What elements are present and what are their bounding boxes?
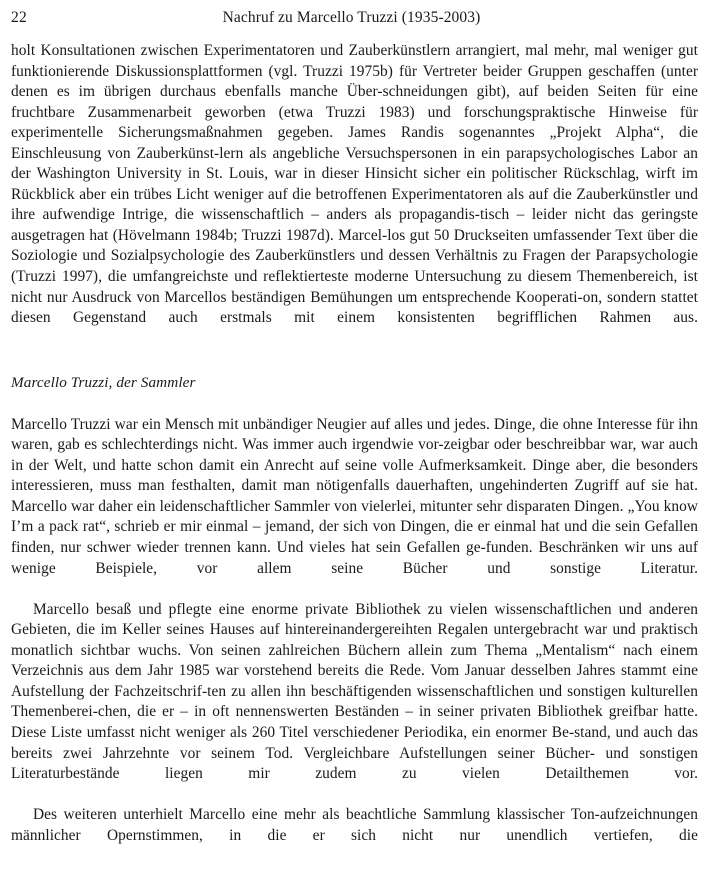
running-title: Nachruf zu Marcello Truzzi (1935-2003)	[222, 9, 481, 26]
section-subheading: Marcello Truzzi, der Sammler	[11, 374, 196, 392]
spacer-below-subheading	[11, 394, 698, 415]
paragraph-continued: holt Konsultationen zwischen Experimentatoren und Zauberkünstlern arrangiert, mal mehr, mal weniger gut funktionierende Diskussionsplattformen (vgl. Truzzi 1975b) für Vertreter beider Gruppen geschaffen (unter denen es im übrigen durchaus ebenfalls manche Über-schneidungen gibt), auf beiden Seiten für eine fruchtbare Zusammenarbeit geworben (etwa Truzzi 1983) und forschungspraktische Hinweise für experimentelle Sicherungsmaßnahmen gegeben. James Randis sogenanntes „Projekt Alpha“, die Einschleusung von Zauberkünst-lern als angebliche Versuchspersonen in ein parapsychologisches Labor an der Washington University in St. Louis, war in dieser Hinsicht sicher ein politischer Rückschlag, wirft im Rückblick aber ein trübes Licht weniger auf die betroffenen Experimentatoren als auf die Zauberkünstler und ihre aufwendige Intrige, die wissenschaftlich – anders als propagandis-tisch – leider nicht das geringste ausgetragen hat (Hövelmann 1984b; Truzzi 1987d). Marcel-los gut 50 Druckseiten umfassender Text über die Soziologie und Sozialpsychologie des Zauberkünstlers und dessen Verhältnis zu Fragen der Parapsychologie (Truzzi 1997), die umfangreichste und reflektierteste moderne Untersuchung zu diesem Themenbereich, ist nicht nur Ausdruck von Marcellos beständigen Bemühungen um entsprechende Kooperati-on, sondern stattet diesen Gegenstand auch erstmals mit einem konsistenten begrifflichen Rahmen aus.	[11, 42, 698, 327]
running-head	[11, 8, 698, 30]
paragraph-2: Marcello besaß und pflegte eine enorme private Bibliothek zu vielen wissenschaftlichen und anderen Gebieten, die im Keller seines Hauses auf hintereinandergereihten Regalen untergebracht war und praktisch monatlich sichtbar wuchs. Von seinen zahlreichen Büchern allein zum Thema „Mentalism“ nach einem Verzeichnis aus dem Jahr 1985 war vorstehend bereits die Rede. Vom Januar desselben Jahres stammt eine Aufstellung der Fachzeitschrif-ten zu allen ihn beschäftigenden wissenschaftlichen und sonstigen kulturellen Themenberei-chen, die er – in oft nennenswerten Beständen – in seiner privaten Bibliothek greifbar hatte. Diese Liste umfasst nicht weniger als 260 Titel verschiedener Periodika, ein enormer Be-stand, und auch das bereits zwei Jahrzehnte vor seinem Tod. Vergleichbare Aufstellungen seiner Bücher- und sonstigen Literaturbestände liegen mir zudem zu vielen Detailthemen vor.	[11, 600, 698, 783]
spacer-above-subheading	[11, 349, 698, 373]
paragraph-3: Des weiteren unterhielt Marcello eine mehr als beachtliche Sammlung klassischer Ton-aufzeichnungen männlicher Opernstimmen, in die er sich nicht nur unendlich vertiefen, die	[11, 806, 698, 844]
text-block	[11, 41, 698, 867]
paragraph-1: Marcello Truzzi war ein Mensch mit unbändiger Neugier auf alles und jedes. Dinge, die ohne Interesse für ihn waren, gab es schlechterdings nicht. Was immer auch irgendwie vor-zeigbar oder beschreibbar war, war auch in der Welt, und hatte schon damit ein Anrecht auf seine volle Aufmerksamkeit. Dinge aber, die besonders interessieren, muss man festhalten, damit man nötigenfalls dauerhaften, ungehinderten Zugriff auf sie hat. Marcello war daher ein leidenschaftlicher Sammler von vielerlei, mitunter sehr disparaten Dingen. „You know I’m a pack rat“, schrieb er mir einmal – jemand, der sich von Dingen, die er einmal hat und die sein Gefallen finden, nur schwer wieder trennen kann. Und vieles hat sein Gefallen ge-funden. Beschränken wir uns auf wenige Beispiele, vor allem seine Bücher und sonstige Literatur.	[11, 415, 698, 577]
page-number: 22	[11, 9, 27, 26]
